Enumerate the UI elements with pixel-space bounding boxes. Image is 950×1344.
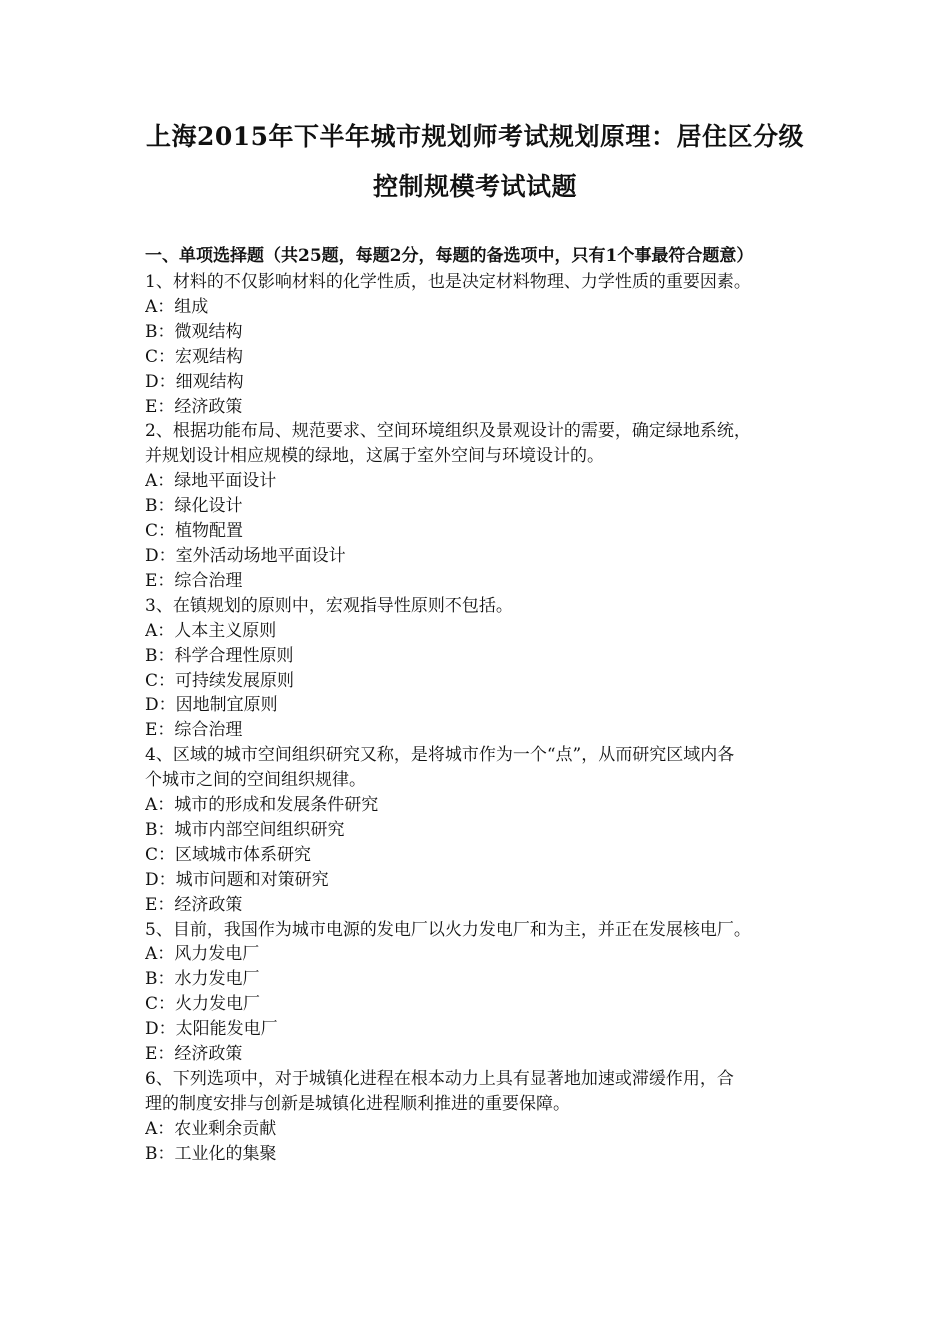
answer-option: C：可持续发展原则 bbox=[145, 670, 295, 691]
question-line: 4、区域的城市空间组织研究又称，是将城市作为一个“点”，从而研究区域内各 bbox=[145, 745, 735, 766]
answer-option: A：组成 bbox=[145, 296, 209, 317]
answer-option: C：宏观结构 bbox=[145, 346, 244, 367]
question-block bbox=[145, 918, 810, 1067]
question-line: 3、在镇规划的原则中，宏观指导性原则不包括。 bbox=[145, 595, 513, 616]
answer-option: C：植物配置 bbox=[145, 521, 244, 542]
question-line: 理的制度安排与创新是城镇化进程顺利推进的重要保障。 bbox=[145, 1093, 570, 1114]
question-text bbox=[145, 594, 810, 619]
title-line: 控制规模考试试题 bbox=[372, 172, 577, 201]
question-line: 6、下列选项中，对于城镇化进程在根本动力上具有显著地加速或滞缓作用，合 bbox=[145, 1069, 734, 1089]
answer-option: E：经济政策 bbox=[145, 396, 243, 417]
section-heading: 一、单项选择题（共25题，每题2分，每题的备选项中，只有1个事最符合题意） bbox=[145, 246, 754, 266]
question-text bbox=[145, 918, 810, 943]
answer-option: D：因地制宜原则 bbox=[145, 695, 278, 716]
answer-option: D：太阳能发电厂 bbox=[145, 1019, 278, 1040]
answer-option: E：综合治理 bbox=[145, 720, 243, 741]
question-block bbox=[145, 419, 810, 593]
answer-option: B：工业化的集聚 bbox=[145, 1143, 277, 1164]
question-text bbox=[145, 743, 810, 793]
question-block bbox=[145, 594, 810, 743]
question-block bbox=[145, 1067, 810, 1167]
answer-option: B：科学合理性原则 bbox=[145, 645, 294, 666]
question-line: 个城市之间的空间组织规律。 bbox=[145, 770, 366, 791]
question-block bbox=[145, 270, 810, 419]
answer-option: B：微观结构 bbox=[145, 321, 243, 342]
answer-option: E：经济政策 bbox=[145, 894, 243, 915]
question-block bbox=[145, 743, 810, 917]
answer-option: A：风力发电厂 bbox=[145, 944, 260, 965]
question-text bbox=[145, 270, 810, 295]
document-title bbox=[140, 112, 810, 212]
answer-option: D：城市问题和对策研究 bbox=[145, 869, 329, 890]
question-text bbox=[145, 419, 810, 469]
answer-option: A：农业剩余贡献 bbox=[145, 1118, 277, 1139]
answer-option: A：人本主义原则 bbox=[145, 620, 277, 641]
question-line: 5、目前，我国作为城市电源的发电厂以火力发电厂和为主，并正在发展核电厂。 bbox=[145, 919, 751, 940]
question-line: 并规划设计相应规模的绿地，这属于室外空间与环境设计的。 bbox=[145, 446, 604, 467]
question-line: 2、根据功能布局、规范要求、空间环境组织及景观设计的需要，确定绿地系统， bbox=[145, 421, 751, 442]
question-text bbox=[145, 1067, 810, 1117]
answer-option: D：室外活动场地平面设计 bbox=[145, 545, 346, 566]
answer-option: A：绿地平面设计 bbox=[145, 471, 277, 492]
answer-option: E：经济政策 bbox=[145, 1044, 243, 1065]
answer-option: C：区域城市体系研究 bbox=[145, 844, 312, 865]
answer-option: B：水力发电厂 bbox=[145, 969, 260, 990]
answer-option: D：细观结构 bbox=[145, 371, 244, 392]
answer-option: B：城市内部空间组织研究 bbox=[145, 819, 345, 840]
answer-option: B：绿化设计 bbox=[145, 496, 243, 517]
answer-option: C：火力发电厂 bbox=[145, 994, 261, 1015]
question-line: 1、材料的不仅影响材料的化学性质，也是决定材料物理、力学性质的重要因素。 bbox=[145, 272, 751, 292]
answer-option: E：综合治理 bbox=[145, 570, 243, 591]
answer-option: A：城市的形成和发展条件研究 bbox=[145, 795, 379, 816]
title-line: 上海2015年下半年城市规划师考试规划原理：居住区分级 bbox=[145, 122, 805, 151]
document-body bbox=[145, 245, 810, 1167]
